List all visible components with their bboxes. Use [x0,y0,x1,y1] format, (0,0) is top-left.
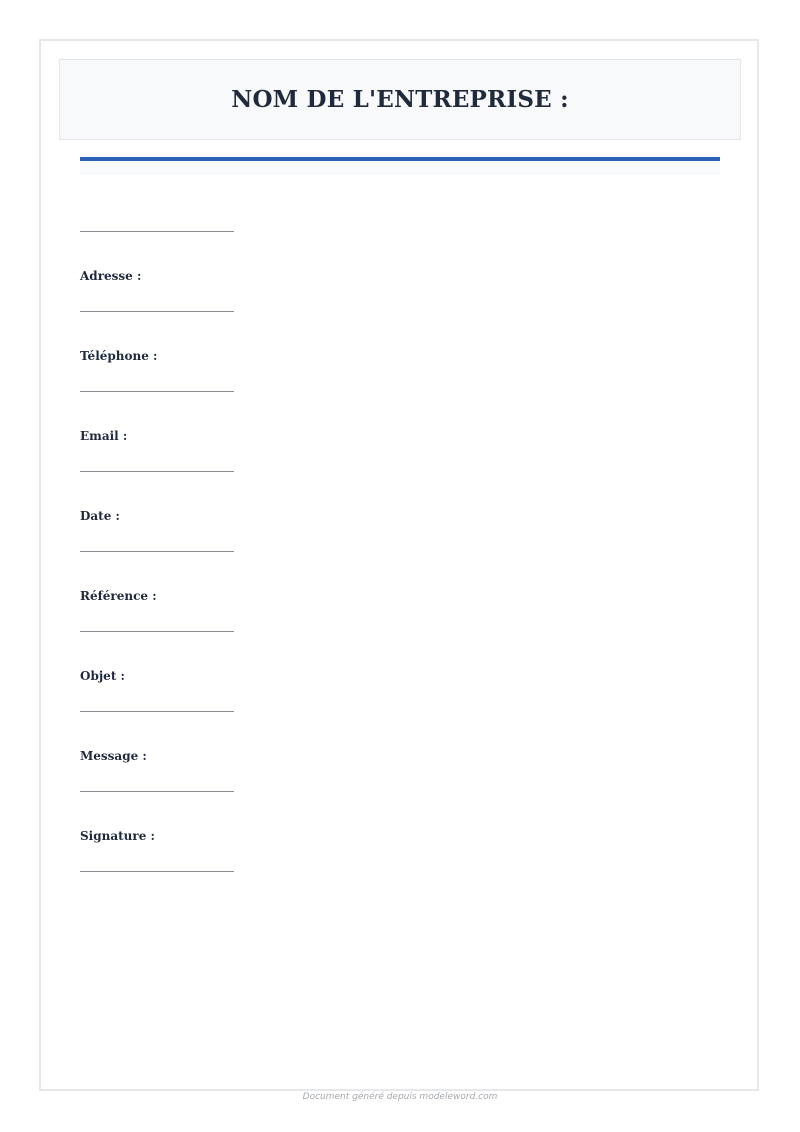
accent-divider [80,157,720,161]
email-entry-line[interactable] [80,471,234,472]
email-label: Email : [80,429,128,443]
company-name-entry-line[interactable] [80,231,234,232]
date-label: Date : [80,509,120,523]
subject-label: Objet : [80,669,125,683]
reference-entry-line[interactable] [80,631,234,632]
address-label: Adresse : [80,269,142,283]
phone-entry-line[interactable] [80,391,234,392]
company-name-title: NOM DE L'ENTREPRISE : [231,86,569,113]
document-page [39,39,759,1091]
subject-entry-line[interactable] [80,711,234,712]
message-entry-line[interactable] [80,791,234,792]
phone-label: Téléphone : [80,349,158,363]
footer-credit: Document généré depuis modeleword.com [302,1092,498,1102]
signature-entry-line[interactable] [80,871,234,872]
header-box [59,59,741,140]
date-entry-line[interactable] [80,551,234,552]
message-label: Message : [80,749,147,763]
address-entry-line[interactable] [80,311,234,312]
reference-label: Référence : [80,589,157,603]
signature-label: Signature : [80,829,155,843]
